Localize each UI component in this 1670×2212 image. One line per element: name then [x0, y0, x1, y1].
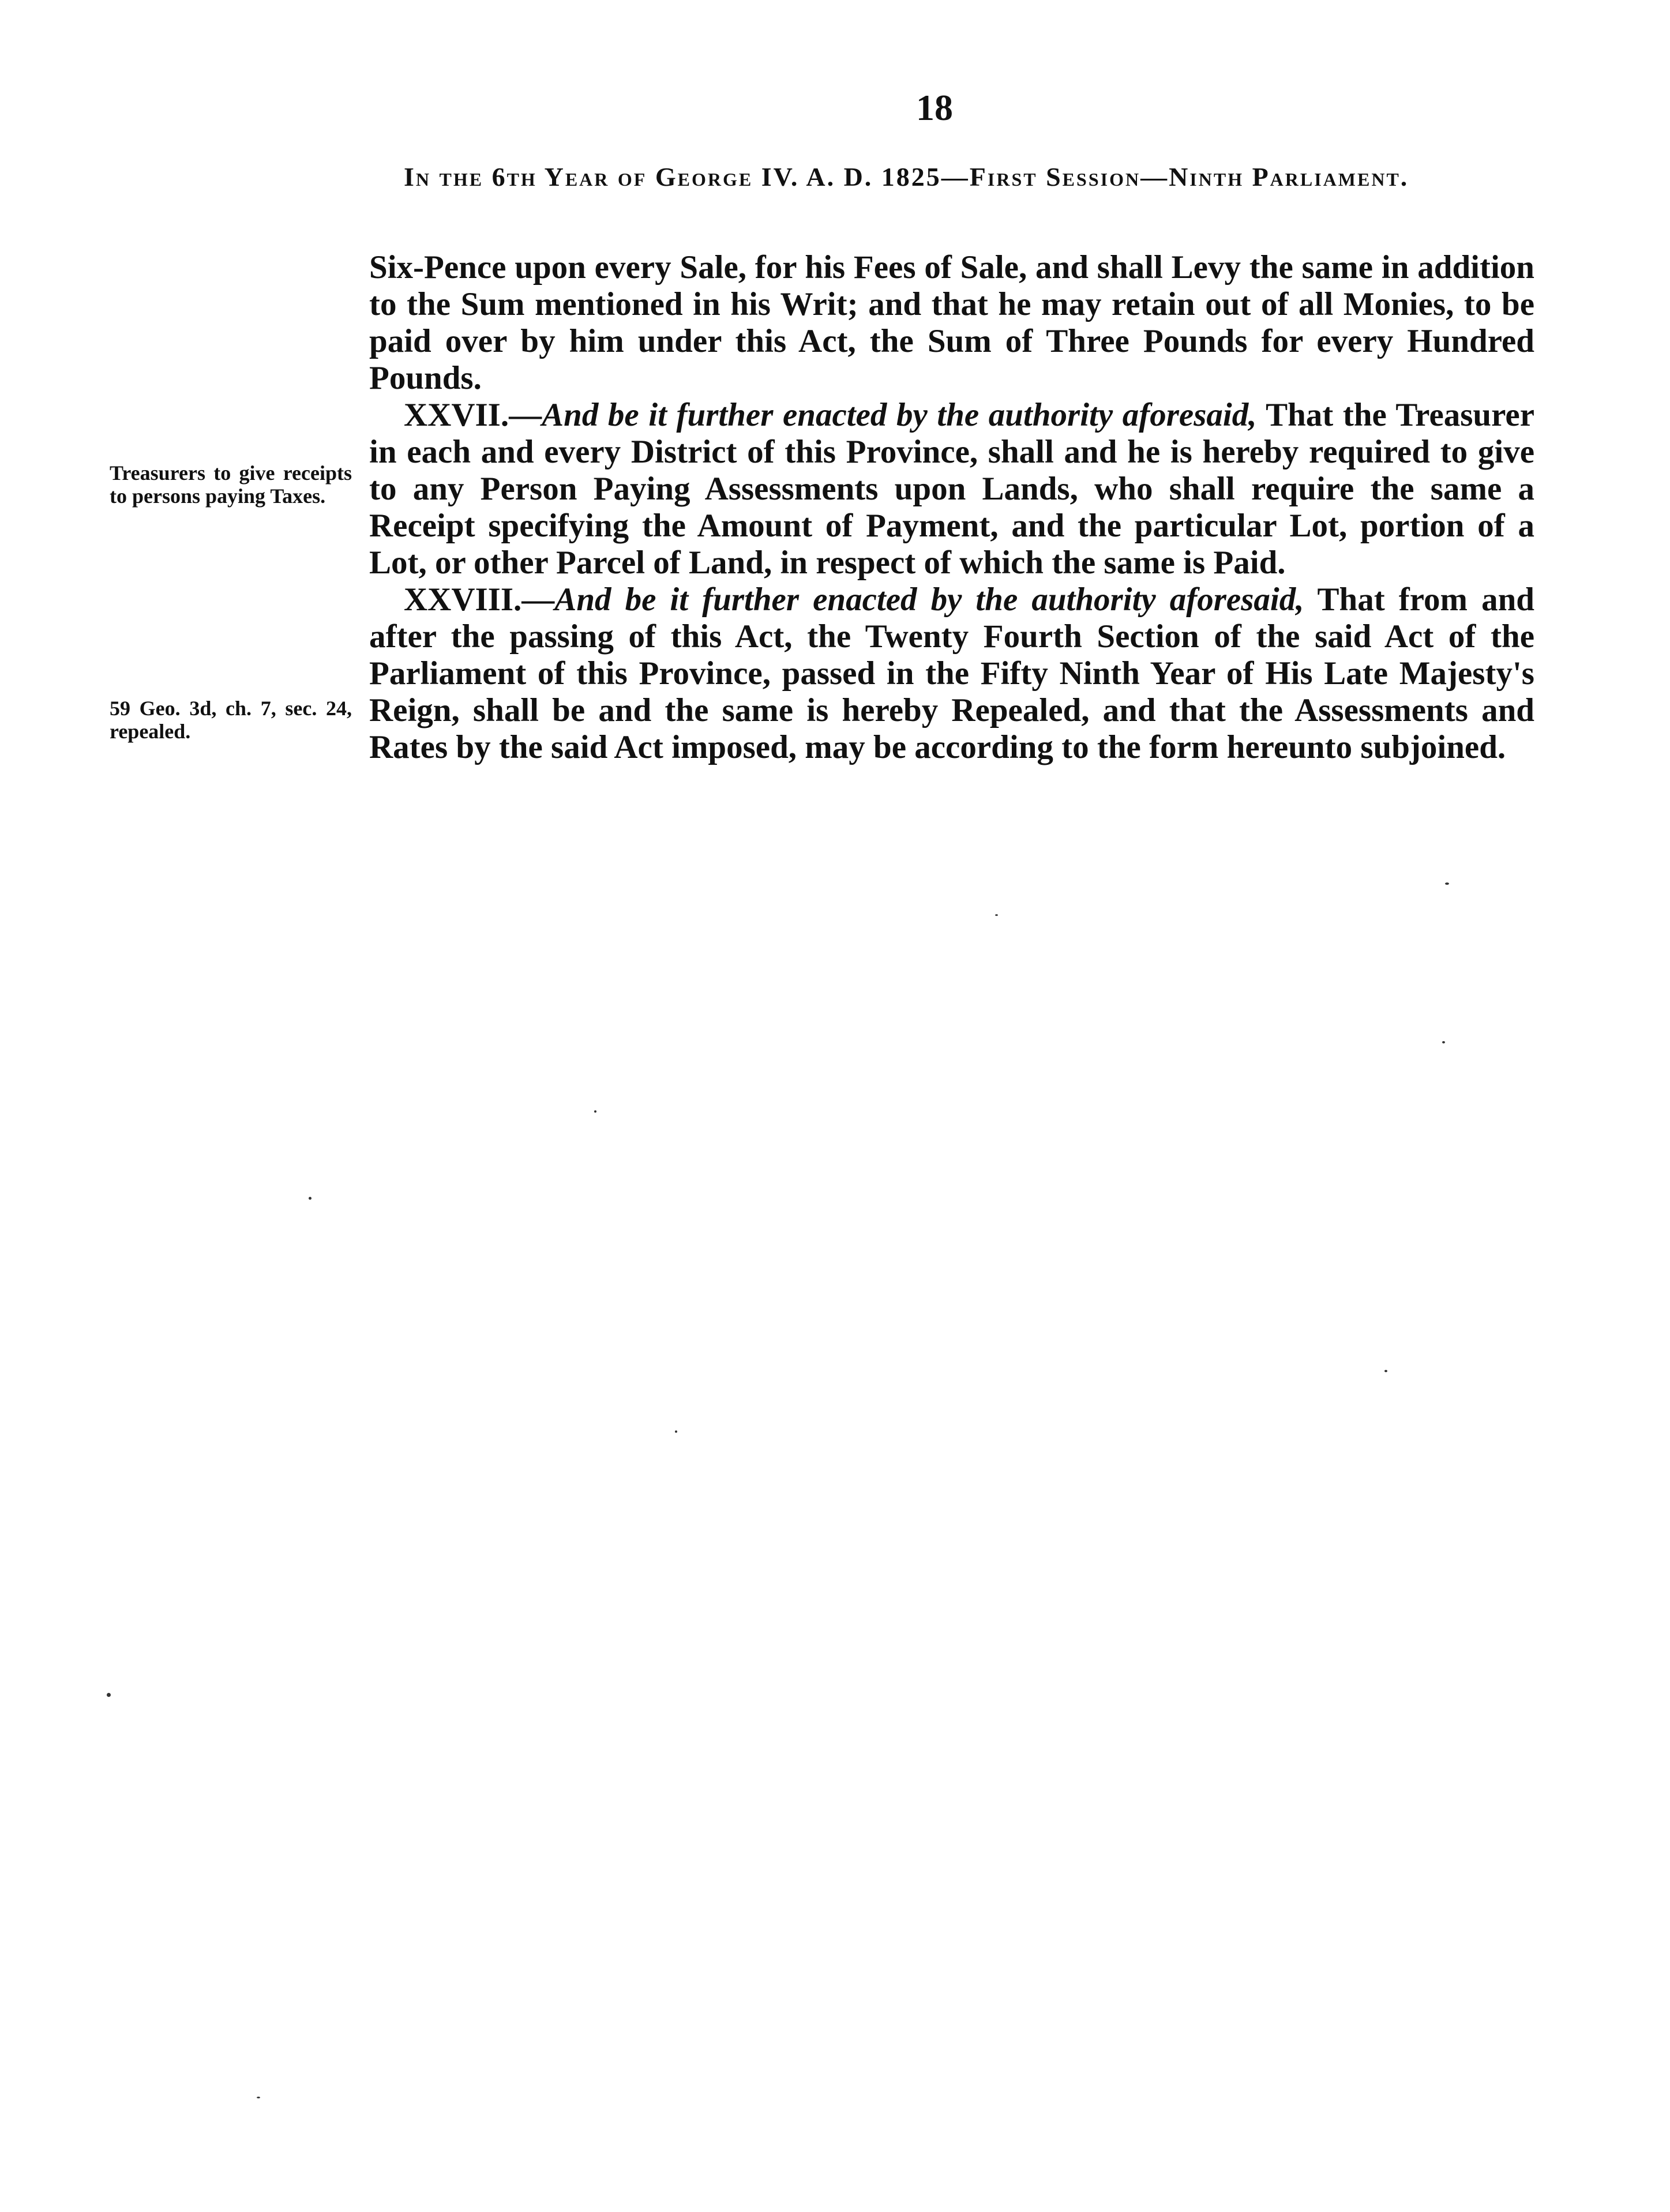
section-27-enacting-clause: And be it further enacted by the authority aforesaid,	[542, 397, 1257, 433]
scan-speck	[594, 1110, 596, 1113]
scan-speck	[1445, 882, 1449, 885]
section-28-text: That from and after the passing of this Act, the Twenty Fourth Section of the said Act of the Parliament of this Province, passed in the Fifty Ninth Year of His Late Majesty's Reign, shall be and the same is hereby Repealed, and that the Assessments and Rates by the said Act imposed, may be according to the form hereunto subjoined.	[369, 581, 1534, 765]
section-28-enacting-clause: And be it further enacted by the authority aforesaid,	[554, 581, 1304, 618]
section-27-text: That the Treasurer in each and every District of this Province, shall and he is hereby required to give to any Person Paying Assessments upon Lands, who shall require the same a Receipt specifying the Amount of Payment, and the particular Lot, portion of a Lot, or other Parcel of Land, in respect of which the same is Paid.	[369, 397, 1534, 581]
opening-paragraph: Six-Pence upon every Sale, for his Fees of Sale, and shall Levy the same in addition to the Sum mentioned in his Writ; and that he may retain out of all Monies, to be paid over by him under this Act, the Sum of Three Pounds for every Hundred Pounds.	[369, 249, 1534, 396]
margin-note-treasurers: Treasurers to give receipts to persons paying Taxes.	[110, 461, 352, 508]
body-text	[369, 249, 1534, 766]
section-28: XXVIII.—And be it further enacted by the authority aforesaid, That from and after the passing of this Act, the Twenty Fourth Section of the said Act of the Parliament of this Province, passed in the Fifty Ninth Year of His Late Majesty's Reign, shall be and the same is hereby Repealed, and that the Assessments and Rates by the said Act imposed, may be according to the form hereunto subjoined.	[369, 581, 1534, 765]
section-27-numeral: XXVII.	[404, 397, 509, 433]
section-27: XXVII.—And be it further enacted by the authority aforesaid, That the Treasurer in each and every District of this Province, shall and he is hereby required to give to any Person Paying Assessments upon Lands, who shall require the same a Receipt specifying the Amount of Payment, and the particular Lot, portion of a Lot, or other Parcel of Land, in respect of which the same is Paid.	[369, 397, 1534, 581]
scan-speck	[1442, 1041, 1445, 1043]
margin-note-repeal: 59 Geo. 3d, ch. 7, sec. 24, repealed.	[110, 697, 352, 743]
scan-speck	[675, 1430, 677, 1433]
scan-speck	[107, 1693, 111, 1697]
scan-speck	[257, 2097, 260, 2098]
scan-speck	[995, 914, 998, 916]
page-number: 18	[916, 87, 953, 128]
scan-speck	[1384, 1370, 1387, 1372]
running-head: In the 6th Year of George IV. A. D. 1825—First Session—Ninth Parliament.	[404, 162, 1409, 191]
scan-speck	[309, 1197, 312, 1200]
section-28-numeral: XXVIII.	[404, 581, 522, 618]
